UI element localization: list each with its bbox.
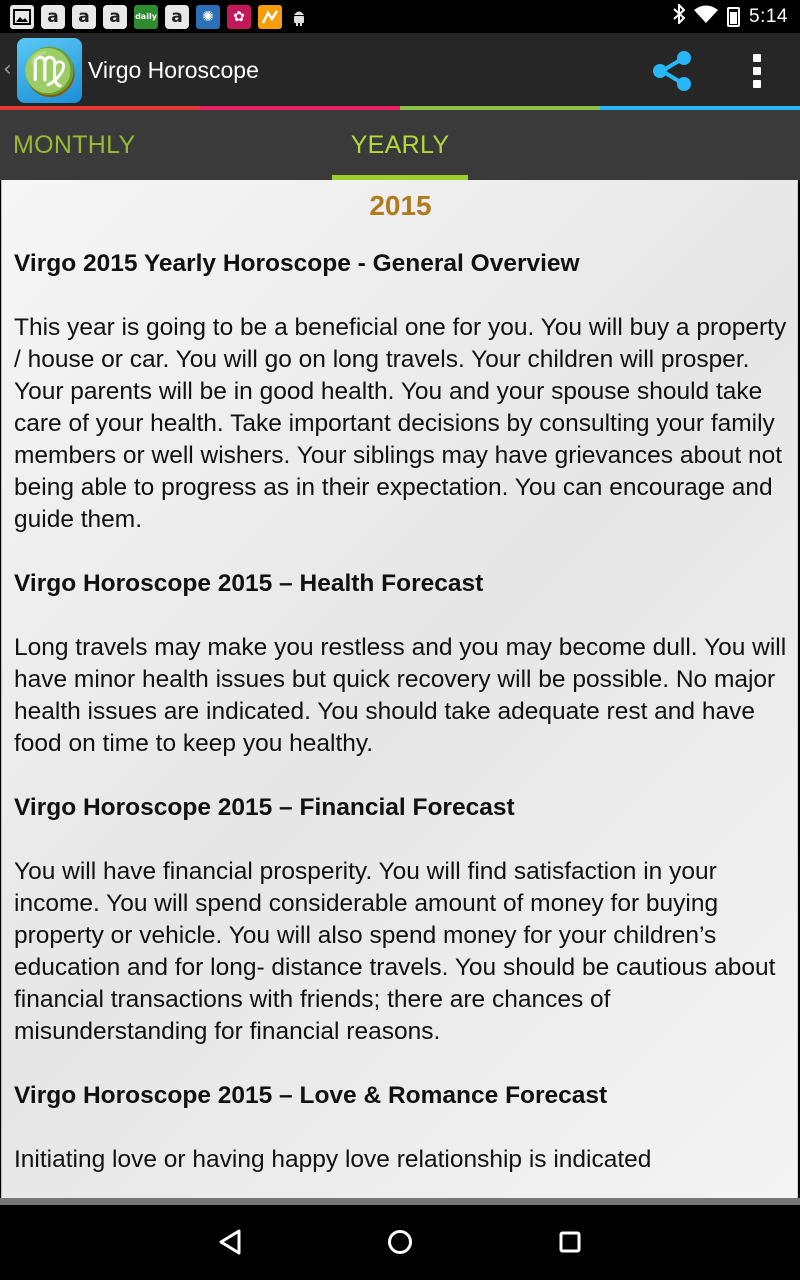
- recent-apps-icon: [558, 1230, 582, 1254]
- section-heading-love: Virgo Horoscope 2015 – Love & Romance Forecast: [14, 1082, 608, 1109]
- android-icon: [289, 5, 309, 29]
- status-bar: [0, 0, 800, 33]
- horoscope-article: [14, 248, 794, 1200]
- section-heading-financial: Virgo Horoscope 2015 – Financial Forecast: [14, 794, 515, 821]
- tab-yearly[interactable]: YEARLY: [350, 130, 450, 159]
- clock: 5:14: [749, 5, 788, 27]
- share-icon: [648, 47, 696, 95]
- section-body-love: Initiating love or having happy love relationship is indicated: [14, 1146, 652, 1173]
- globe-icon: ✺: [196, 5, 220, 29]
- menu-dot-icon: [753, 67, 761, 75]
- section-body-overview: This year is going to be a beneficial one for you. You will buy a property / house or car. You will go on long travels. Your children will prosper. Your parents will be in good health. You and your spouse should take care of your health. Take important decisions by consulting your family members or well wishers. Your siblings may have grievances about not being able to progress as in their expectation. You can encourage and guide them.: [14, 314, 787, 533]
- app-logo[interactable]: ♍: [17, 38, 82, 103]
- amazon-icon: a: [41, 5, 65, 29]
- recent-apps-button[interactable]: [540, 1222, 600, 1262]
- overflow-menu-button[interactable]: [740, 47, 774, 95]
- battery-icon: [727, 7, 740, 27]
- flower-icon: ✿: [227, 5, 251, 29]
- section-heading-overview: Virgo 2015 Yearly Horoscope - General Overview: [14, 250, 580, 277]
- share-button[interactable]: [648, 47, 696, 95]
- section-heading-health: Virgo Horoscope 2015 – Health Forecast: [14, 570, 484, 597]
- navigation-bar: [0, 1205, 800, 1280]
- up-chevron-icon[interactable]: ‹: [3, 57, 12, 82]
- amazon-icon: a: [165, 5, 189, 29]
- wifi-icon: [694, 5, 718, 28]
- bluetooth-icon: [673, 4, 685, 29]
- picture-icon: [10, 5, 34, 29]
- section-body-financial: You will have financial prosperity. You will find satisfaction in your income. You will spend considerable amount of money for buying property or vehicle. You will also spend money for your children’s education and for long- distance travels. You should be cautious about financial transactions with friends; there are chances of misunderstanding for financial reasons.: [14, 858, 776, 1045]
- tab-monthly[interactable]: MONTHLY: [13, 130, 136, 159]
- system-status: [673, 4, 788, 29]
- year-heading: 2015: [369, 190, 432, 221]
- amazon-icon: a: [72, 5, 96, 29]
- back-icon: [217, 1228, 243, 1256]
- chart-icon: [258, 5, 282, 29]
- amazon-icon: a: [103, 5, 127, 29]
- back-button[interactable]: [200, 1222, 260, 1262]
- app-title: Virgo Horoscope: [88, 57, 259, 83]
- daily-icon: daily: [134, 5, 158, 29]
- action-bar: [0, 33, 800, 108]
- home-button[interactable]: [370, 1222, 430, 1262]
- menu-dot-icon: [753, 54, 761, 62]
- tab-bar: [0, 110, 800, 180]
- home-icon: [386, 1228, 414, 1256]
- section-body-health: Long travels may make you restless and you may become dull. You will have minor health issues but quick recovery will be possible. No major health issues are indicated. You should take adequate rest and have food on time to keep you healthy.: [14, 634, 787, 757]
- horoscope-content[interactable]: [1, 180, 798, 1200]
- menu-dot-icon: [753, 80, 761, 88]
- notification-icons: [10, 4, 309, 29]
